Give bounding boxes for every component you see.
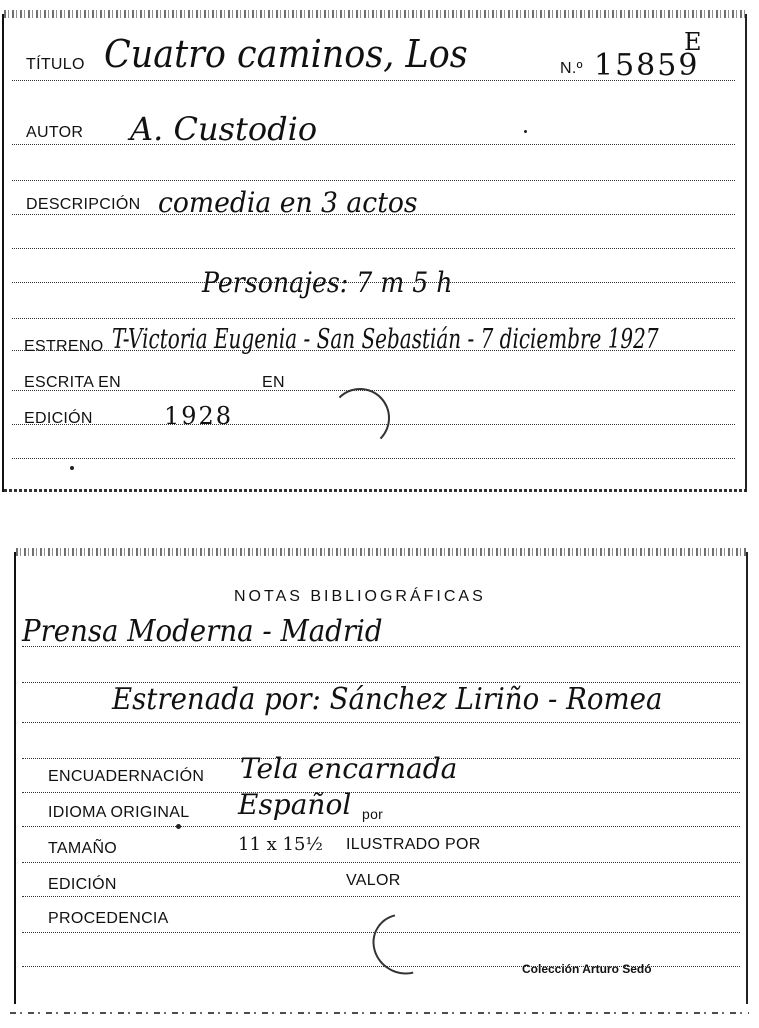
ink-speck <box>70 466 74 470</box>
rule-line <box>12 318 735 319</box>
descripcion-value: comedia en 3 actos <box>158 186 418 219</box>
tamano-label: TAMAÑO <box>48 840 118 857</box>
valor-label: VALOR <box>346 872 401 889</box>
notas-heading: NOTAS BIBLIOGRÁFICAS <box>234 588 486 605</box>
en-label: EN <box>262 374 285 391</box>
collection-credit: Colección Arturo Sedó <box>522 962 652 976</box>
encuadernacion-label: ENCUADERNACIÓN <box>48 768 205 785</box>
edicion-value: 1928 <box>164 402 234 430</box>
ink-speck <box>524 130 527 133</box>
titulo-label: TÍTULO <box>26 56 85 73</box>
numero-value: 15859 <box>594 48 700 83</box>
descripcion-label: DESCRIPCIÓN <box>26 196 141 213</box>
scan-edge <box>10 1012 749 1014</box>
stamp-mark <box>330 388 390 448</box>
rule-line <box>22 896 740 897</box>
estreno-label: ESTRENO <box>24 338 104 355</box>
numero-suffix: E <box>684 28 702 56</box>
stamp-mark <box>361 902 446 986</box>
rule-line <box>12 144 735 145</box>
rule-line <box>22 862 740 863</box>
autor-value: A. Custodio <box>130 110 318 148</box>
procedencia-label: PROCEDENCIA <box>48 910 169 927</box>
estreno-value: T-Victoria Eugenia - San Sebastián - 7 diciembre 1927 <box>112 324 659 355</box>
rule-line <box>22 722 740 723</box>
note-premiere: Estrenada por: Sánchez Liriño - Romea <box>112 682 663 717</box>
escrita-en-label: ESCRITA EN <box>24 374 121 391</box>
rule-line <box>12 248 735 249</box>
personajes-value: Personajes: 7 m 5 h <box>202 266 453 299</box>
catalog-card-back <box>14 552 748 1004</box>
ilustrado-label: ILUSTRADO POR <box>346 836 481 853</box>
edicion-label-2: EDICIÓN <box>48 876 117 893</box>
rule-line <box>22 792 740 793</box>
note-publisher: Prensa Moderna - Madrid <box>22 614 383 649</box>
idioma-label: IDIOMA ORIGINAL <box>48 804 190 821</box>
ink-speck <box>176 824 181 829</box>
rule-line <box>12 458 735 459</box>
card-edge <box>4 489 745 492</box>
numero-label: N.º <box>560 60 583 77</box>
titulo-value: Cuatro caminos, Los <box>104 32 468 76</box>
catalog-card-front <box>2 14 747 492</box>
por-label: por <box>362 806 384 822</box>
rule-line <box>22 826 740 827</box>
rule-line <box>12 180 735 181</box>
autor-label: AUTOR <box>26 124 84 141</box>
tamano-value: 11 x 15½ <box>238 834 323 855</box>
idioma-value: Español <box>238 788 352 821</box>
encuadernacion-value: Tela encarnada <box>240 752 458 785</box>
edicion-label: EDICIÓN <box>24 410 93 427</box>
